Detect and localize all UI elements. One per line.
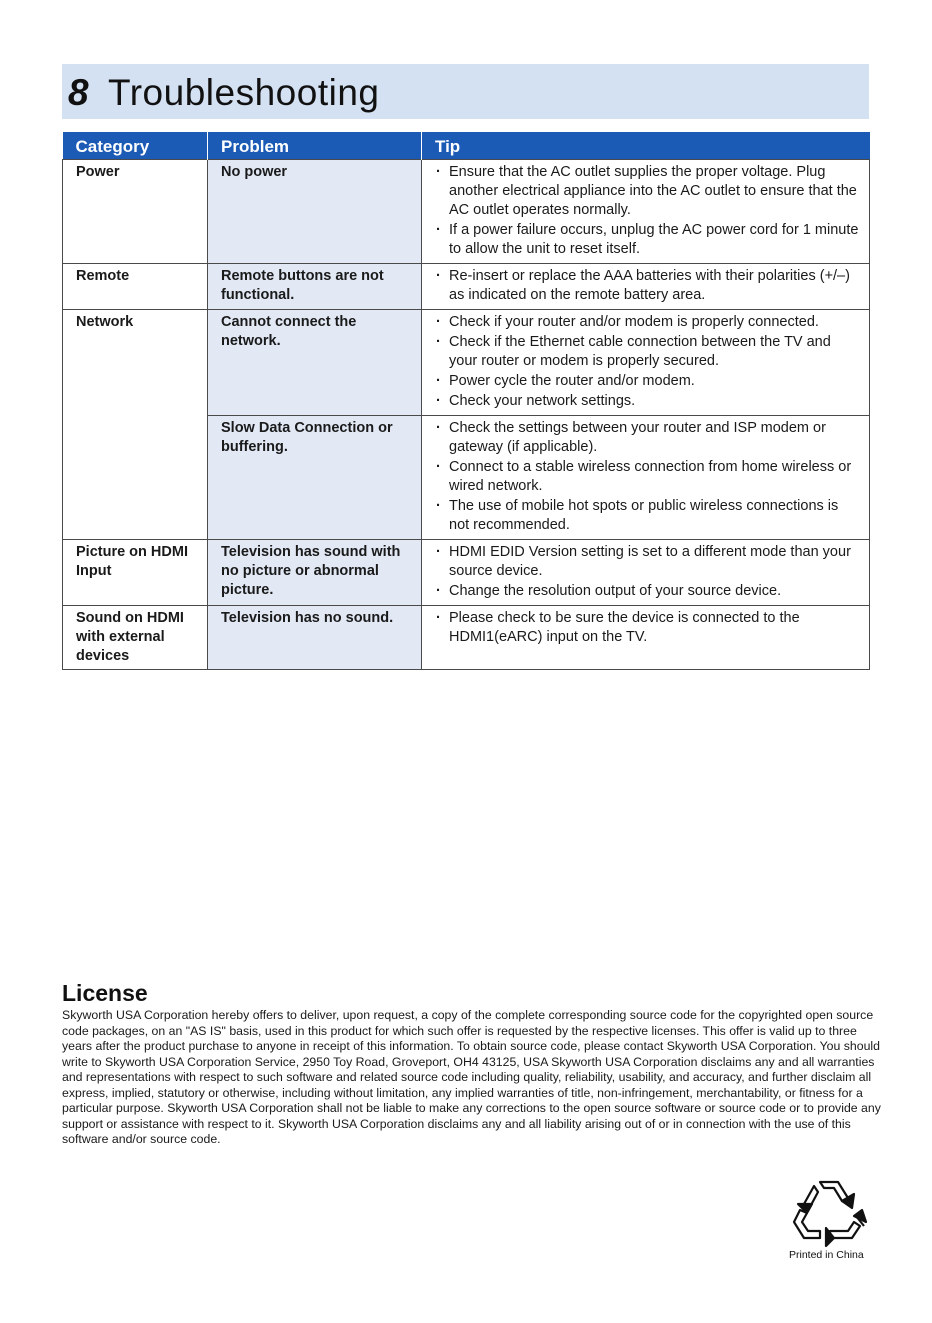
- tip-item: · Check your network settings.: [435, 392, 861, 411]
- tip-cell: [422, 264, 870, 310]
- column-header-problem: Problem: [208, 132, 422, 160]
- table-header-row: [63, 132, 870, 160]
- recycle-icon: [790, 1176, 868, 1248]
- tip-cell: [422, 160, 870, 264]
- page-title: Troubleshooting: [108, 72, 380, 113]
- tip-item: · Connect to a stable wireless connection from home wireless or wired network.: [435, 458, 861, 496]
- tip-list: [435, 163, 861, 259]
- tip-list: [435, 267, 861, 305]
- tip-cell: [422, 540, 870, 606]
- problem-cell: Remote buttons are not functional.: [208, 264, 422, 310]
- printed-in-label: Printed in China: [789, 1249, 864, 1261]
- tip-item: · Re-insert or replace the AAA batteries with their polarities (+/–) as indicated on the remote battery area.: [435, 267, 861, 305]
- troubleshooting-table: [62, 132, 870, 670]
- tip-item: · The use of mobile hot spots or public wireless connections is not recommended.: [435, 497, 861, 535]
- tip-cell: [422, 606, 870, 670]
- column-header-category: Category: [63, 132, 208, 160]
- tip-item: · Change the resolution output of your source device.: [435, 582, 861, 601]
- problem-cell: Television has sound with no picture or abnormal picture.: [208, 540, 422, 606]
- tip-cell: [422, 310, 870, 416]
- table-row: [63, 606, 870, 670]
- license-heading: License: [62, 980, 148, 1006]
- section-header: [62, 64, 869, 119]
- category-cell: Remote: [63, 264, 208, 310]
- problem-cell: No power: [208, 160, 422, 264]
- category-cell: Power: [63, 160, 208, 264]
- tip-item: · If a power failure occurs, unplug the AC power cord for 1 minute to allow the unit to reset itself.: [435, 221, 861, 259]
- column-header-tip: Tip: [422, 132, 870, 160]
- tip-item: · Please check to be sure the device is connected to the HDMI1(eARC) input on the TV.: [435, 609, 861, 647]
- table-row: [63, 160, 870, 264]
- tip-item: · Check if the Ethernet cable connection between the TV and your router or modem is properly secured.: [435, 333, 861, 371]
- license-paragraph: Skyworth USA Corporation hereby offers to deliver, upon request, a copy of the complete corresponding source code for the copyrighted open source code packages, on an "AS IS" basis, used in this product for which such offer is requested by the respective licenses. This offer is valid up to three years after the product purchase to anyone in receipt of this information. To obtain source code, please contact Skyworth USA Corporation. You should write to Skyworth USA Corporation Service, 2950 Toy Road, Groveport, OH4 43125, USA Skyworth USA Corporation disclaims any and all warranties and representations with respect to such software and related source code including quality, reliability, usability, and accuracy, and further disclaim all express, implied, statutory or otherwise, including without limitation, any implied warranties of title, non-infringement, merchantability, or fitness for a particular purpose. Skyworth USA Corporation shall not be liable to make any corrections to the open source software or source code or to provide any support or assistance with respect to it. Skyworth USA Corporation disclaims any and all liability arising out of or in connection with the use of this software and/or source code.: [62, 1008, 881, 1146]
- tip-item: · HDMI EDID Version setting is set to a different mode than your source device.: [435, 543, 861, 581]
- section-number: 8: [68, 72, 89, 113]
- category-cell: Sound on HDMI with external devices: [63, 606, 208, 670]
- tip-list: [435, 419, 861, 535]
- table-row: [63, 310, 870, 416]
- problem-cell: Cannot connect the network.: [208, 310, 422, 416]
- tip-item: · Check the settings between your router and ISP modem or gateway (if applicable).: [435, 419, 861, 457]
- category-cell: Picture on HDMI Input: [63, 540, 208, 606]
- problem-cell: Television has no sound.: [208, 606, 422, 670]
- tip-list: [435, 609, 861, 647]
- table-row: [63, 540, 870, 606]
- problem-cell: Slow Data Connection or buffering.: [208, 416, 422, 540]
- tip-item: · Power cycle the router and/or modem.: [435, 372, 861, 391]
- tip-list: [435, 543, 861, 601]
- tip-item: · Check if your router and/or modem is properly connected.: [435, 313, 861, 332]
- table-row: [63, 264, 870, 310]
- tip-cell: [422, 416, 870, 540]
- category-cell: Network: [63, 310, 208, 540]
- tip-item: · Ensure that the AC outlet supplies the proper voltage. Plug another electrical appliance into the AC outlet to ensure that the AC outlet operates normally.: [435, 163, 861, 220]
- tip-list: [435, 313, 861, 411]
